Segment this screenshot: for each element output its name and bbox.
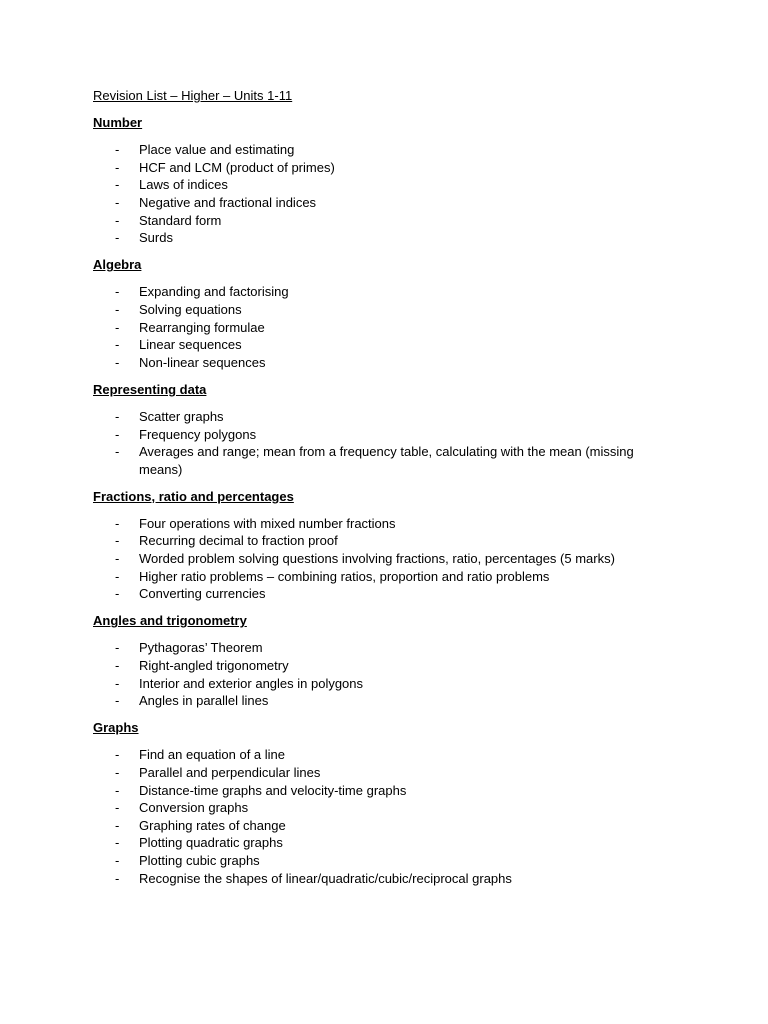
- bullet-dash: -: [115, 337, 120, 353]
- list-item: [93, 408, 653, 426]
- bullet-dash: -: [115, 354, 120, 370]
- section-heading: Number: [93, 115, 143, 131]
- bullet-dash: -: [115, 408, 120, 424]
- bullet-dash: -: [115, 782, 120, 798]
- section-list: [93, 515, 653, 603]
- bullet-dash: -: [115, 159, 120, 175]
- list-item-text: Conversion graphs: [139, 800, 249, 816]
- list-item: [93, 515, 653, 533]
- list-item: [93, 585, 653, 603]
- section-heading: Algebra: [93, 257, 142, 273]
- list-item-text: Standard form: [139, 212, 222, 228]
- section-list: [93, 141, 653, 247]
- section-heading: Representing data: [93, 381, 207, 397]
- document-page: [93, 87, 653, 897]
- list-item-text: Scatter graphs: [139, 408, 224, 424]
- list-item-text: Higher ratio problems – combining ratios, proportion and ratio problems: [139, 568, 550, 584]
- list-item: [93, 283, 653, 301]
- list-item-text: Averages and range; mean from a frequency table, calculating with the mean (missing means): [139, 444, 634, 477]
- list-item: [93, 194, 653, 212]
- list-item: [93, 301, 653, 319]
- list-item: [93, 212, 653, 230]
- list-item-text: Non-linear sequences: [139, 354, 266, 370]
- list-item: [93, 159, 653, 177]
- bullet-dash: -: [115, 177, 120, 193]
- list-item: [93, 639, 653, 657]
- bullet-dash: -: [115, 284, 120, 300]
- bullet-dash: -: [115, 693, 120, 709]
- list-item: [93, 834, 653, 852]
- list-item: [93, 426, 653, 444]
- bullet-dash: -: [115, 640, 120, 656]
- bullet-dash: -: [115, 870, 120, 886]
- list-item-text: HCF and LCM (product of primes): [139, 159, 335, 175]
- bullet-dash: -: [115, 586, 120, 602]
- list-item-text: Plotting quadratic graphs: [139, 835, 283, 851]
- bullet-dash: -: [115, 301, 120, 317]
- bullet-dash: -: [115, 817, 120, 833]
- section-heading: Graphs: [93, 720, 139, 736]
- bullet-dash: -: [115, 194, 120, 210]
- bullet-dash: -: [115, 765, 120, 780]
- list-item: [93, 354, 653, 372]
- list-item: [93, 229, 653, 247]
- bullet-dash: -: [115, 658, 120, 674]
- list-item-text: Four operations with mixed number fractions: [139, 515, 396, 531]
- list-item: [93, 692, 653, 710]
- bullet-dash: -: [115, 319, 120, 335]
- section-heading: Angles and trigonometry: [93, 613, 247, 629]
- list-item-text: Pythagoras’ Theorem: [139, 640, 263, 656]
- list-item: [93, 443, 653, 478]
- list-item-text: Find an equation of a line: [139, 747, 285, 763]
- list-item-text: Distance-time graphs and velocity-time graphs: [139, 782, 407, 798]
- list-item-text: Laws of indices: [139, 177, 228, 193]
- list-item: [93, 176, 653, 194]
- list-item: [93, 141, 653, 159]
- list-item: [93, 657, 653, 675]
- list-item-text: Recurring decimal to fraction proof: [139, 533, 338, 549]
- list-item-text: Solving equations: [139, 301, 242, 317]
- list-item: [93, 675, 653, 693]
- list-item: [93, 799, 653, 817]
- list-item-text: Graphing rates of change: [139, 817, 286, 833]
- list-item: [93, 852, 653, 870]
- section-list: [93, 408, 653, 478]
- bullet-dash: -: [115, 515, 120, 531]
- list-item-text: Angles in parallel lines: [139, 693, 269, 709]
- list-item: [93, 550, 653, 568]
- bullet-dash: -: [115, 533, 120, 549]
- list-item: [93, 817, 653, 835]
- list-item-text: Recognise the shapes of linear/quadratic/cubic/reciprocal graphs: [139, 870, 512, 886]
- list-item-text: Expanding and factorising: [139, 284, 289, 300]
- list-item-text: Worded problem solving questions involving fractions, ratio, percentages (5 marks): [139, 551, 615, 567]
- list-item-text: Linear sequences: [139, 337, 242, 353]
- list-item: [93, 568, 653, 586]
- list-item-text: Rearranging formulae: [139, 319, 265, 335]
- list-item-text: Right-angled trigonometry: [139, 658, 289, 674]
- document-title: Revision List – Higher – Units 1-11: [93, 88, 293, 103]
- bullet-dash: -: [115, 568, 120, 584]
- list-item-text: Frequency polygons: [139, 426, 257, 442]
- sections-container: [93, 114, 653, 887]
- bullet-dash: -: [115, 800, 120, 816]
- bullet-dash: -: [115, 835, 120, 851]
- list-item-text: Place value and estimating: [139, 142, 295, 158]
- list-item: [93, 764, 653, 782]
- list-item: [93, 532, 653, 550]
- list-item-text: Parallel and perpendicular lines: [139, 765, 321, 780]
- list-item: [93, 746, 653, 764]
- list-item-text: Negative and fractional indices: [139, 194, 317, 210]
- list-item: [93, 782, 653, 800]
- section-list: [93, 283, 653, 371]
- list-item: [93, 336, 653, 354]
- list-item: [93, 870, 653, 888]
- section-list: [93, 746, 653, 887]
- list-item-text: Plotting cubic graphs: [139, 852, 260, 868]
- bullet-dash: -: [115, 747, 120, 763]
- bullet-dash: -: [115, 551, 120, 567]
- list-item-text: Surds: [139, 230, 173, 246]
- list-item-text: Interior and exterior angles in polygons: [139, 675, 364, 691]
- bullet-dash: -: [115, 426, 120, 442]
- list-item: [93, 319, 653, 337]
- bullet-dash: -: [115, 444, 120, 460]
- bullet-dash: -: [115, 212, 120, 228]
- bullet-dash: -: [115, 675, 120, 691]
- bullet-dash: -: [115, 142, 120, 158]
- bullet-dash: -: [115, 230, 120, 246]
- list-item-text: Converting currencies: [139, 586, 266, 602]
- bullet-dash: -: [115, 852, 120, 868]
- section-heading: Fractions, ratio and percentages: [93, 488, 294, 504]
- section-list: [93, 639, 653, 709]
